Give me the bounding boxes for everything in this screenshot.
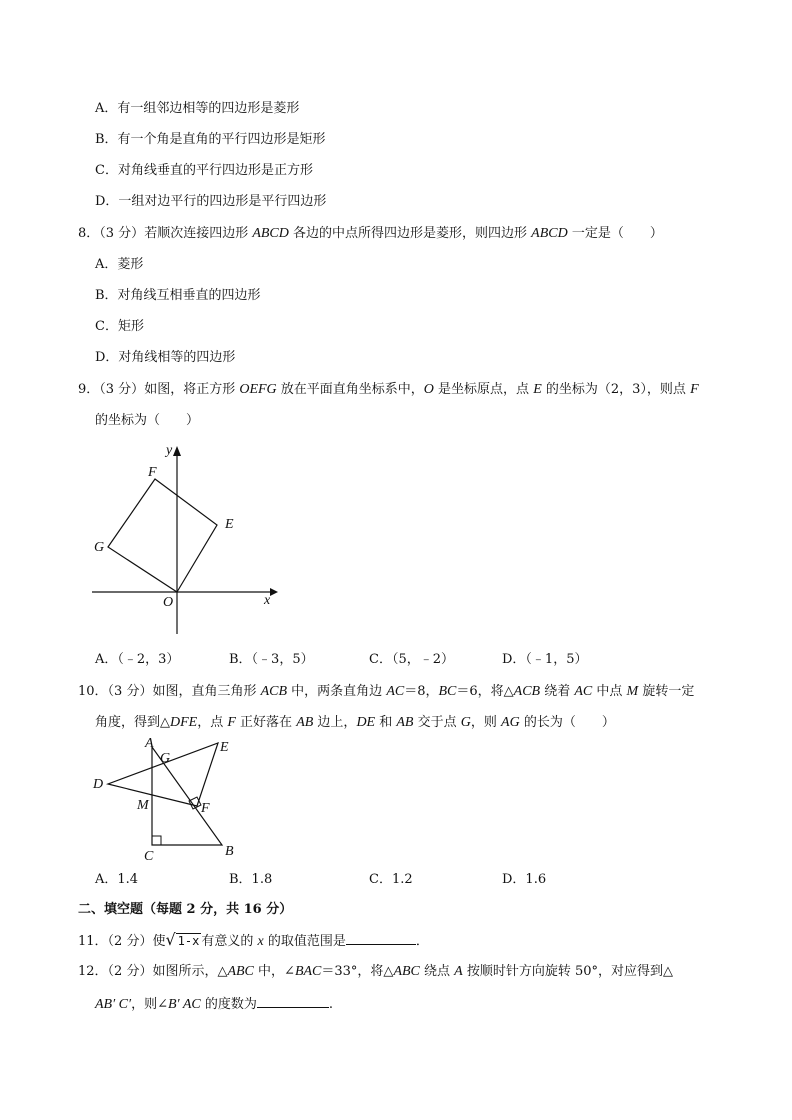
q12-var: ABC bbox=[227, 964, 254, 979]
q10-var: AG bbox=[501, 715, 520, 730]
q12-var: BAC bbox=[294, 964, 322, 979]
q11-text: 使 bbox=[152, 934, 166, 949]
q7-option-c: C．对角线垂直的平行四边形是正方形 bbox=[95, 163, 313, 178]
x-axis-arrow bbox=[270, 588, 278, 596]
q12-var: ABC bbox=[393, 964, 420, 979]
q10-text: 的长为（ ） bbox=[519, 715, 615, 730]
q10-text: ，点 bbox=[197, 715, 228, 730]
q12-text: 绕点 bbox=[419, 964, 455, 979]
right-angle-c bbox=[152, 836, 161, 845]
label-f: F bbox=[201, 801, 210, 816]
q12-text: 中，∠ bbox=[253, 964, 295, 979]
q10-text: 正好落在 bbox=[235, 715, 297, 730]
label-m: M bbox=[137, 798, 149, 813]
q9-option-a: A．（﹣2，3） bbox=[95, 652, 180, 667]
q8-score: （3 分） bbox=[99, 226, 145, 241]
q8-text: 若顺次连接四边形 bbox=[144, 226, 253, 241]
q8-text: 一定是（ ） bbox=[567, 226, 663, 241]
q10-text: 如图，直角三角形 bbox=[152, 684, 261, 699]
label-f: F bbox=[148, 465, 157, 480]
q8-option-a: A．菱形 bbox=[95, 257, 144, 272]
q11-stem bbox=[78, 931, 429, 951]
label-b: B bbox=[225, 844, 234, 859]
q9-option-c: C．（5，﹣2） bbox=[369, 652, 454, 667]
q11-answer-blank[interactable] bbox=[346, 932, 416, 945]
q12-text: ，则∠ bbox=[131, 997, 168, 1012]
q9-number: 9． bbox=[78, 382, 100, 397]
square-oefg bbox=[108, 479, 217, 592]
q12-text: 的度数为 bbox=[200, 997, 257, 1012]
q12-text: 按顺时针方向旋转 50°，对应得到△ bbox=[462, 964, 674, 979]
q11-text: 有意义的 bbox=[201, 934, 258, 949]
q9-option-b: B．（﹣3，5） bbox=[229, 652, 314, 667]
q10-option-b: B．1.8 bbox=[229, 872, 273, 887]
q10-var: BC bbox=[438, 684, 457, 699]
q12-number: 12． bbox=[78, 964, 108, 979]
q10-text: 边上， bbox=[313, 715, 357, 730]
q10-text: 中，两条直角边 bbox=[287, 684, 387, 699]
label-d: D bbox=[93, 777, 104, 792]
label-a: A bbox=[145, 736, 154, 751]
y-axis-arrow bbox=[173, 446, 181, 456]
q10-var: AB bbox=[296, 715, 314, 730]
q8-option-b: B．对角线互相垂直的四边形 bbox=[95, 288, 261, 303]
q10-figure bbox=[85, 735, 245, 865]
q10-var: DE bbox=[356, 715, 376, 730]
q10-var: DFE bbox=[170, 715, 198, 730]
q10-var: ACB bbox=[260, 684, 288, 699]
q9-var: OEFG bbox=[239, 382, 277, 397]
q8-option-d: D．对角线相等的四边形 bbox=[95, 350, 236, 365]
q9-stem-line2: 的坐标为（ ） bbox=[95, 413, 200, 428]
q12-score: （2 分） bbox=[107, 964, 153, 979]
q12-var: A bbox=[454, 964, 463, 979]
q10-text: ＝8， bbox=[404, 684, 439, 699]
q9-figure bbox=[80, 438, 290, 643]
q12-text: ＝33°，将△ bbox=[321, 964, 394, 979]
section-heading: 二、填空题（每题 2 分，共 16 分） bbox=[78, 902, 293, 917]
q11-number: 11． bbox=[78, 934, 108, 949]
q9-var: E bbox=[533, 382, 542, 397]
q10-text: ＝6，将△ bbox=[456, 684, 514, 699]
q10-text: 和 bbox=[375, 715, 397, 730]
q9-score: （3 分） bbox=[99, 382, 145, 397]
q12-stem-line2 bbox=[95, 995, 333, 1014]
label-o: O bbox=[163, 595, 174, 610]
label-c: C bbox=[144, 849, 154, 864]
label-y: y bbox=[166, 443, 173, 458]
q10-var: G bbox=[460, 715, 471, 730]
q12-answer-blank[interactable] bbox=[257, 995, 329, 1008]
q10-var: AB bbox=[396, 715, 414, 730]
q10-text: 交于点 bbox=[413, 715, 461, 730]
label-x: x bbox=[264, 593, 271, 608]
q10-text: ，则 bbox=[470, 715, 502, 730]
q11-text: ． bbox=[415, 934, 429, 949]
q10-text: 绕着 bbox=[540, 684, 575, 699]
q12-text: 如图所示，△ bbox=[152, 964, 228, 979]
q8-stem bbox=[78, 225, 663, 243]
q10-text: 旋转一定 bbox=[638, 684, 695, 699]
q10-var: AC bbox=[386, 684, 405, 699]
q8-var: ABCD bbox=[531, 226, 568, 241]
q11-text: 的取值范围是 bbox=[263, 934, 346, 949]
q10-var: F bbox=[227, 715, 236, 730]
q10-score: （3 分） bbox=[107, 684, 153, 699]
q9-stem bbox=[78, 381, 699, 399]
label-e: E bbox=[225, 517, 234, 532]
q10-number: 10． bbox=[78, 684, 108, 699]
q12-var: B′ AC bbox=[167, 997, 201, 1012]
q12-stem bbox=[78, 963, 673, 981]
q12-text: . bbox=[328, 997, 334, 1012]
q9-text: 如图，将正方形 bbox=[144, 382, 240, 397]
q10-text: 中点 bbox=[592, 684, 627, 699]
q10-stem bbox=[78, 683, 694, 701]
q10-option-a: A．1.4 bbox=[95, 872, 139, 887]
q10-var: ACB bbox=[513, 684, 541, 699]
q7-option-d: D．一组对边平行的四边形是平行四边形 bbox=[95, 194, 327, 209]
q11-score: （2 分） bbox=[107, 934, 153, 949]
q7-option-a: A．有一组邻边相等的四边形是菱形 bbox=[95, 101, 300, 116]
q11-var: x bbox=[257, 934, 264, 949]
q9-var: O bbox=[423, 382, 434, 397]
q10-option-d: D．1.6 bbox=[502, 872, 547, 887]
q10-text: 角度，得到△ bbox=[95, 715, 170, 730]
q8-var: ABCD bbox=[252, 226, 289, 241]
q9-text: 是坐标原点，点 bbox=[433, 382, 534, 397]
q10-stem-line2 bbox=[95, 714, 615, 732]
sqrt-radicand: 1-x bbox=[177, 934, 200, 948]
label-e: E bbox=[220, 740, 229, 755]
q9-option-d: D．（﹣1，5） bbox=[502, 652, 588, 667]
sqrt-sign: √ bbox=[165, 930, 176, 949]
label-g: G bbox=[160, 751, 171, 766]
q9-var: F bbox=[690, 382, 699, 397]
q8-text: 各边的中点所得四边形是菱形，则四边形 bbox=[288, 226, 532, 241]
q12-var: AB′ C′ bbox=[95, 997, 132, 1012]
q8-option-c: C．矩形 bbox=[95, 319, 144, 334]
label-g: G bbox=[94, 540, 105, 555]
q10-var: AC bbox=[574, 684, 593, 699]
q10-option-c: C．1.2 bbox=[369, 872, 413, 887]
q7-option-b: B．有一个角是直角的平行四边形是矩形 bbox=[95, 132, 326, 147]
q9-text: 的坐标为（2，3），则点 bbox=[541, 382, 691, 397]
q10-var: M bbox=[626, 684, 639, 699]
q9-text: 放在平面直角坐标系中， bbox=[276, 382, 424, 397]
q8-number: 8． bbox=[78, 226, 100, 241]
